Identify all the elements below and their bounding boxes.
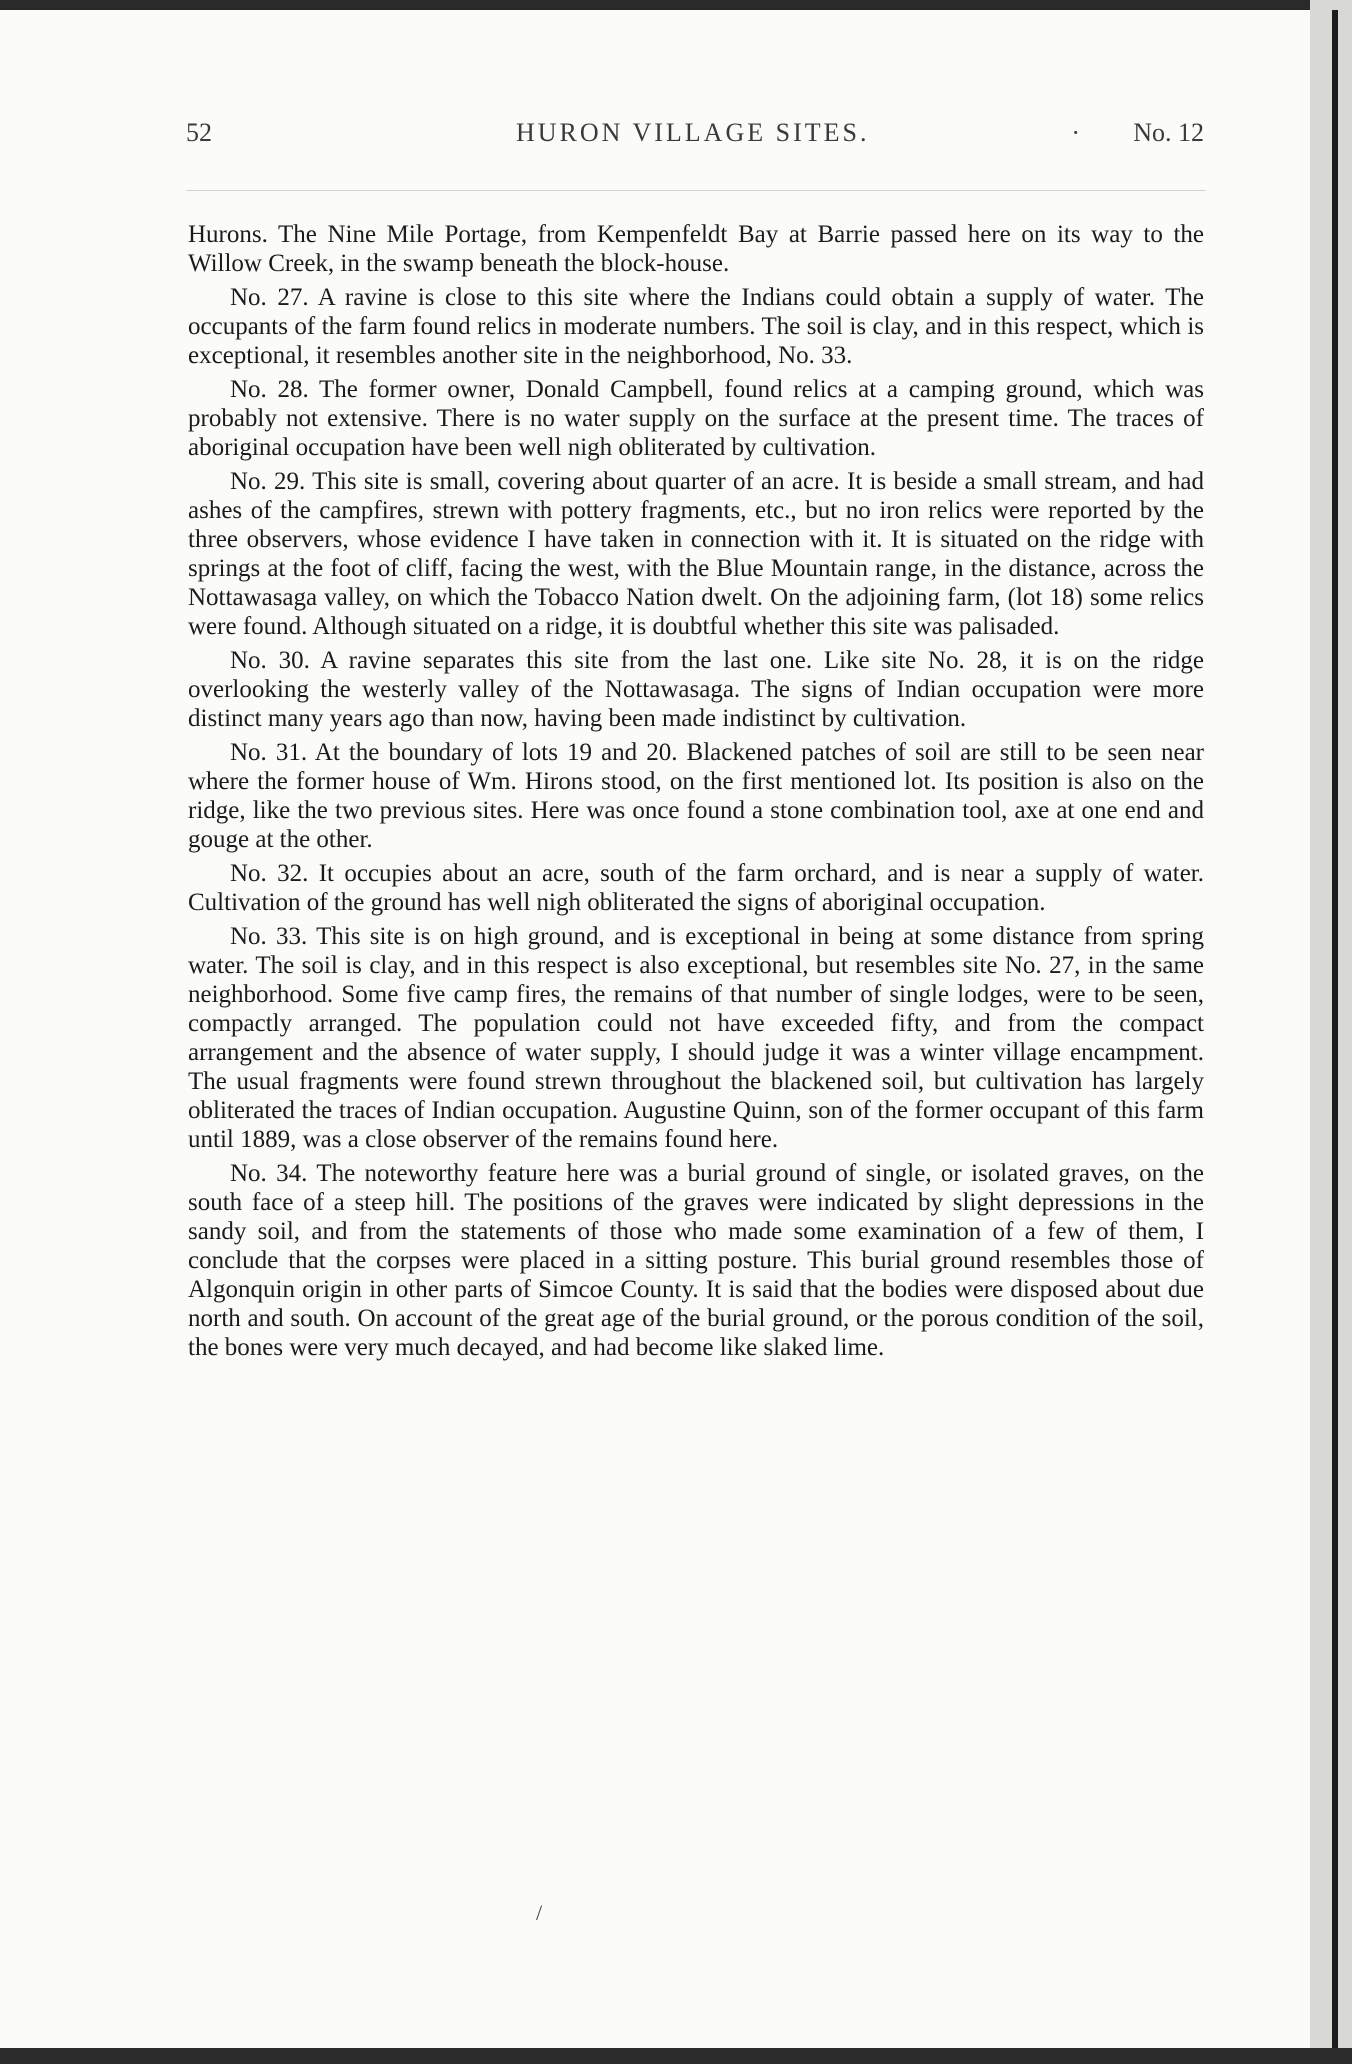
page-header [186,112,1204,152]
paragraph-site-32: No. 32. It occupies about an acre, south of the farm orchard, and is near a supply of water. Cultivation of the ground has well nigh obliterated the signs of aboriginal occupation. [188,860,1204,916]
paragraph-site-34: No. 34. The noteworthy feature here was a burial ground of single, or isolated graves, on the south face of a steep hill. The positions of the graves were indicated by slight depressions in the sandy soil, and from the statements of those who made some examination of a few of them, I conclude that the corpses were placed in a sitting posture. This burial ground resembles those of Algonquin origin in other parts of Simcoe County. It is said that the bodies were disposed about due north and south. On account of the great age of the burial ground, or the porous condition of the soil, the bones were very much decayed, and had become like slaked lime. [188,1160,1204,1361]
paragraph-site-29: No. 29. This site is small, covering about quarter of an acre. It is beside a small stream, and had ashes of the campfires, strewn with pottery fragments, etc., but no iron relics were reported by the three observers, whose evidence I have taken in connection with it. It is situated on the ridge with springs at the foot of cliff, facing the west, with the Blue Mountain range, in the distance, across the Nottawasaga valley, on which the Tobacco Nation dwelt. On the adjoining farm, (lot 18) some relics were found. Although situated on a ridge, it is doubtful whether this site was palisaded. [188,468,1204,640]
scan-right-edge [1332,10,1338,2050]
scan-top-edge [0,0,1352,10]
paragraph-continuation: Hurons. The Nine Mile Portage, from Kempenfeldt Bay at Barrie passed here on its way to the Willow Creek, in the swamp beneath the block-house. [188,221,1204,277]
paragraph-site-27: No. 27. A ravine is close to this site where the Indians could obtain a supply of water. The occupants of the farm found relics in moderate numbers. The soil is clay, and in this respect, which is exceptional, it resembles another site in the neighborhood, No. 33. [188,284,1204,369]
header-rule [186,190,1206,191]
page-number: 52 [186,118,212,147]
stray-mark: / [536,1900,543,1925]
issue-number: No. 12 [1133,118,1204,147]
page-body [188,220,1204,1367]
paragraph-site-31: No. 31. At the boundary of lots 19 and 20. Blackened patches of soil are still to be seen near where the former house of Wm. Hirons stood, on the first mentioned lot. Its position is also on the ridge, like the two previous sites. Here was once found a stone combination tool, axe at one end and gouge at the other. [188,739,1204,853]
paragraph-site-33: No. 33. This site is on high ground, and is exceptional in being at some distance from spring water. The soil is clay, and in this respect is also exceptional, but resembles site No. 27, in the same neighborhood. Some five camp fires, the remains of that number of single lodges, were to be seen, compactly arranged. The population could not have exceeded fifty, and from the compact arrangement and the absence of water supply, I should judge it was a winter village encampment. The usual fragments were found strewn throughout the blackened soil, but cultivation has largely obliterated the traces of Indian occupation. Augustine Quinn, son of the former occupant of this farm until 1889, was a close observer of the remains found here. [188,923,1204,1153]
running-title: HURON VILLAGE SITES. [516,118,870,147]
scan-bottom-edge [0,2048,1352,2064]
paragraph-site-30: No. 30. A ravine separates this site from the last one. Like site No. 28, it is on the ridge overlooking the westerly valley of the Nottawasaga. The signs of Indian occupation were more distinct many years ago than now, having been made indistinct by cultivation. [188,647,1204,732]
header-separator: · [1071,118,1080,147]
scan-right-margin [1310,0,1352,2064]
paragraph-site-28: No. 28. The former owner, Donald Campbell, found relics at a camping ground, which was probably not extensive. There is no water supply on the surface at the present time. The traces of aboriginal occupation have been well nigh obliterated by cultivation. [188,376,1204,461]
